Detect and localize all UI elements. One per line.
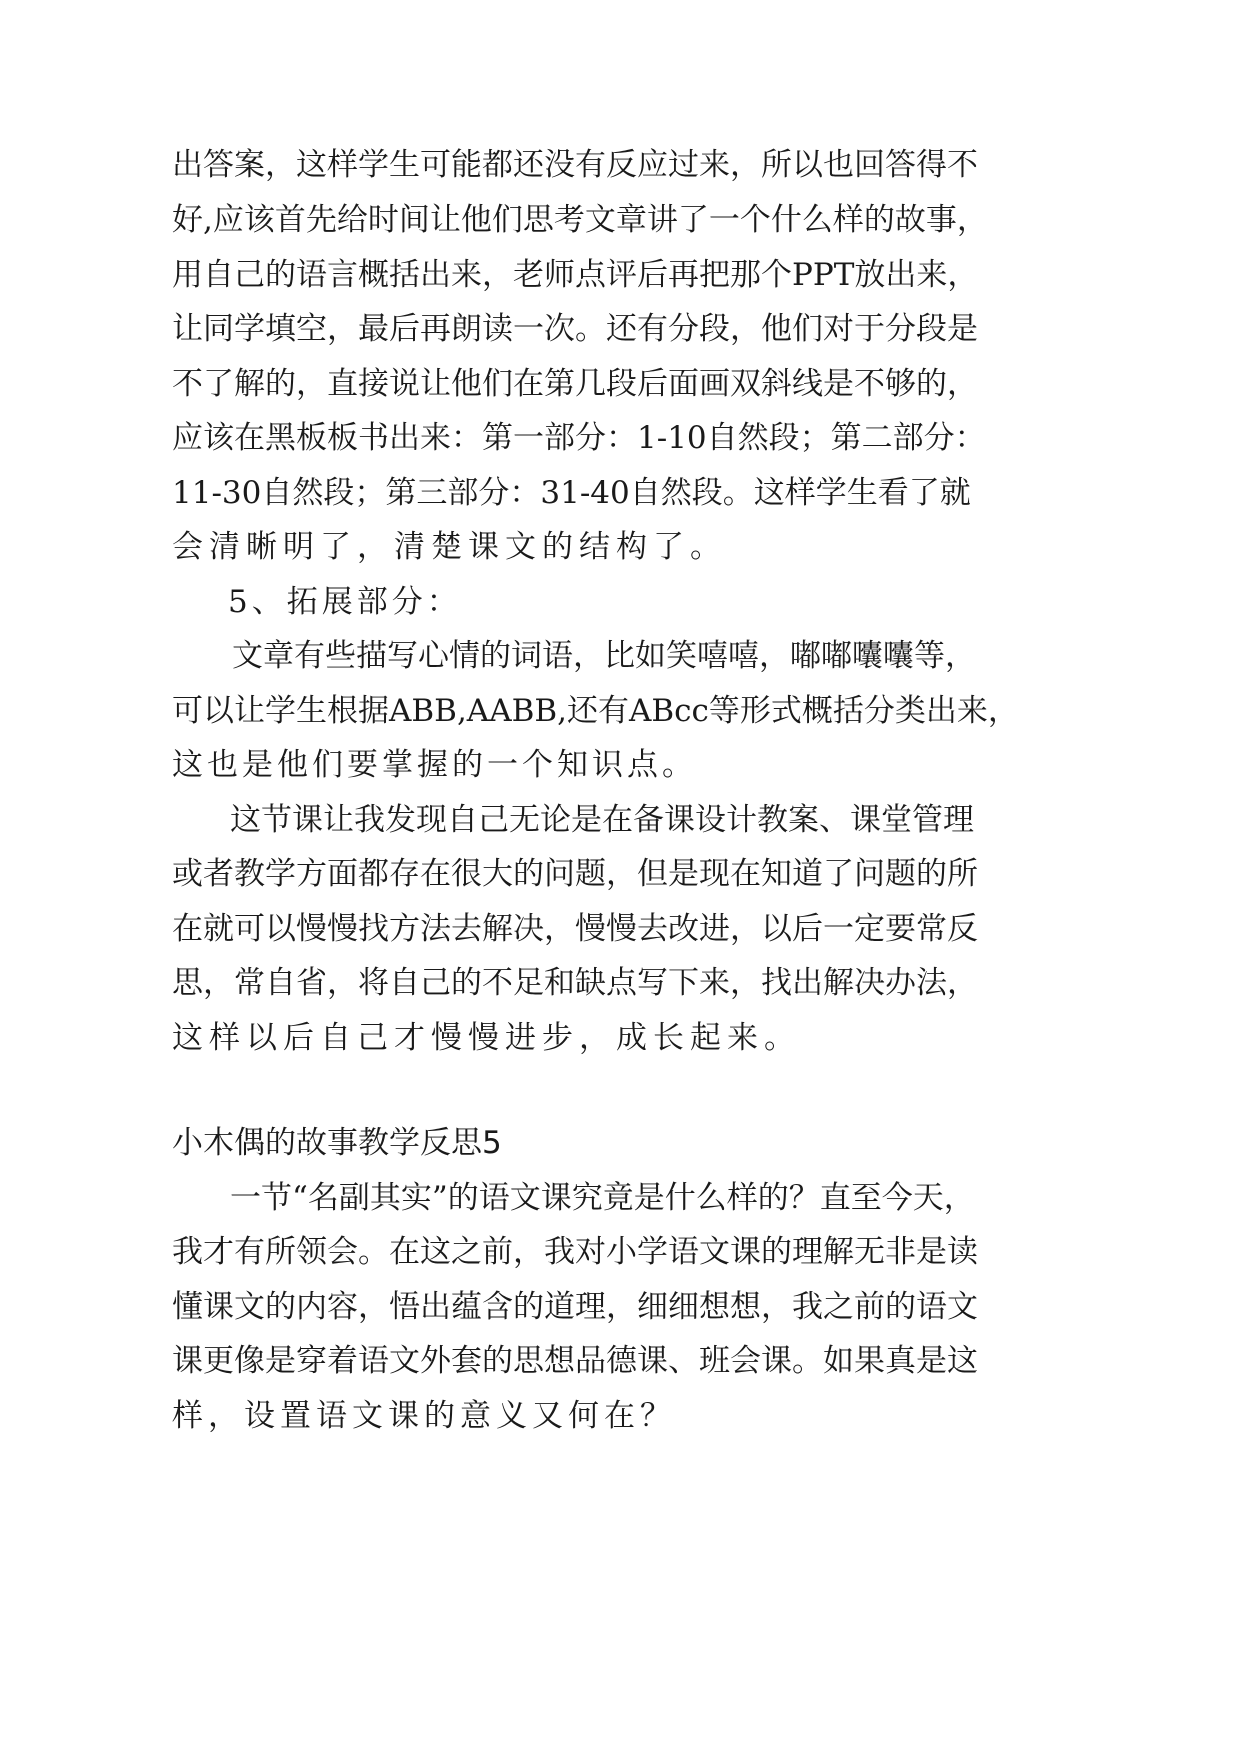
paragraph-1-line: 让 同 学 填 空 ， 最 后 再 朗 读 一 次 。 还 有 分 段 ， 他 们 对 于 分 段 是 — [172, 311, 978, 347]
paragraph-1-line: 应 该 在 黑 板 板 书 出 来 ： 第 一 部 分 ： 1-10 自 然 段 ； 第 二 部 分 ： — [172, 420, 986, 456]
paragraph-2-line: 文 章 有 些 描 写 心 情 的 词 语 ， 比 如 笑 嘻 嘻 ， 嘟 嘟 囔 囔 等 ， — [232, 638, 976, 674]
paragraph-2-line: 可 以 让 学 生 根 据 ABB,AABB, 还 有 ABcc 等 形 式 概 括 分 类 出 来 ， — [172, 693, 1019, 729]
paragraph-4-line: 一 节 “ 名 副 其 实 ” 的 语 文 课 究 竟 是 什 么 样 的 ？ 直 至 今 天 ， — [230, 1180, 975, 1216]
item-5-label: 5、拓展部分： — [228, 584, 462, 620]
paragraph-3-line: 这 节 课 让 我 发 现 自 己 无 论 是 在 备 课 设 计 教 案 、 课 堂 管 理 — [230, 802, 974, 838]
paragraph-4-line: 课 更 像 是 穿 着 语 文 外 套 的 思 想 品 德 课 、 班 会 课 。 如 果 真 是 这 — [172, 1343, 978, 1379]
paragraph-3-line: 或 者 教 学 方 面 都 存 在 很 大 的 问 题 ， 但 是 现 在 知 道 了 问 题 的 所 — [172, 856, 978, 892]
paragraph-3-line: 思 ， 常 自 省 ， 将 自 己 的 不 足 和 缺 点 写 下 来 ， 找 出 解 决 办 法 ， — [172, 965, 978, 1001]
paragraph-4-line: 懂 课 文 的 内 容 ， 悟 出 蕴 含 的 道 理 ， 细 细 想 想 ， 我 之 前 的 语 文 — [172, 1289, 978, 1325]
paragraph-1-line: 用 自 己 的 语 言 概 括 出 来 ， 老 师 点 评 后 再 把 那 个 PPT 放 出 来 ， — [172, 257, 979, 293]
paragraph-3-line: 在 就 可 以 慢 慢 找 方 法 去 解 决 ， 慢 慢 去 改 进 ， 以 后 一 定 要 常 反 — [172, 911, 978, 947]
paragraph-4-line: 我 才 有 所 领 会 。 在 这 之 前 ， 我 对 小 学 语 文 课 的 理 解 无 非 是 读 — [172, 1234, 978, 1270]
paragraph-1-line: 不 了 解 的 ， 直 接 说 让 他 们 在 第 几 段 后 面 画 双 斜 线 是 不 够 的 ， — [172, 366, 978, 402]
paragraph-1-line: 好 , 应 该 首 先 给 时 间 让 他 们 思 考 文 章 讲 了 一 个 什 么 样 的 故 事 ， — [172, 202, 988, 238]
paragraph-4-line: 样，设置语文课的意义又何在？ — [172, 1398, 676, 1434]
paragraph-1-line: 出 答 案 ， 这 样 学 生 可 能 都 还 没 有 反 应 过 来 ， 所 以 也 回 答 得 不 — [172, 147, 978, 183]
paragraph-1-line: 11-30 自 然 段 ； 第 三 部 分 ： 31-40 自 然 段 。 这 样 学 生 看 了 就 — [172, 475, 971, 511]
section-title: 小木偶的故事教学反思5 — [172, 1125, 502, 1161]
paragraph-2-line: 这也是他们要掌握的一个知识点。 — [172, 747, 697, 783]
paragraph-3-line: 这样以后自己才慢慢进步，成长起来。 — [172, 1020, 801, 1056]
paragraph-1-line: 会清晰明了，清楚课文的结构了。 — [172, 529, 727, 565]
